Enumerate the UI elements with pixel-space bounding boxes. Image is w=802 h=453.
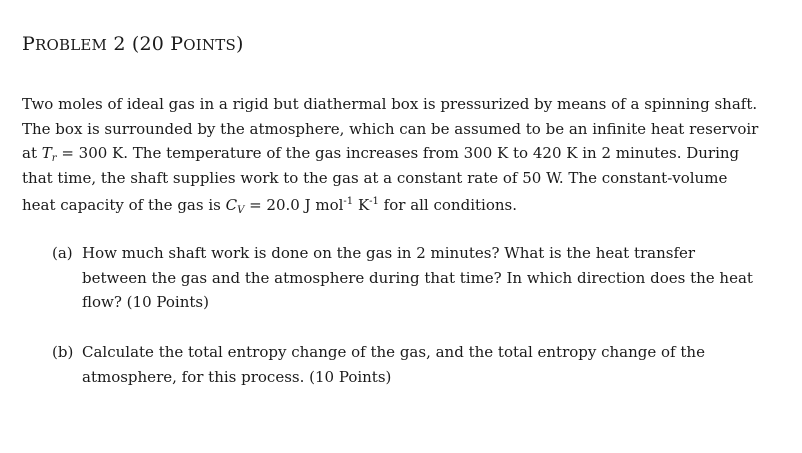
part-b-line-1: Calculate the total entropy change of the gas, and the total entropy change of the (82, 343, 705, 361)
statement-line-2: The box is surrounded by the atmosphere, which can be assumed to be an infinite heat reservoir (22, 119, 759, 138)
heading-word-rest: ROBLEM (34, 36, 108, 54)
part-a-line-3: flow? (10 Points) (82, 293, 209, 312)
kelvin-unit: K (353, 196, 370, 215)
kelvin-exponent: -1 (369, 196, 379, 208)
heading-points-rest: OINTS (183, 36, 236, 54)
statement-line-5-prefix: heat capacity of the gas is (22, 196, 226, 215)
heat-capacity-symbol: C (225, 196, 238, 215)
heading-word-initial: P (22, 33, 35, 55)
part-b-line-2: atmosphere, for this process. (10 Points) (82, 367, 392, 386)
part-a-line-1: How much shaft work is done on the gas in 2 minutes? What is the heat transfer (82, 244, 696, 262)
part-a-text (82, 241, 772, 315)
statement-line-3-prefix: at (22, 144, 42, 163)
mol-exponent: -1 (343, 196, 354, 208)
statement-line-5 (22, 190, 782, 215)
reservoir-temperature-symbol: T (41, 144, 52, 163)
statement-line-1: Two moles of ideal gas in a rigid but diathermal box is pressurized by means of a spinning shaft. (22, 95, 758, 113)
part-a-line-2: between the gas and the atmosphere during that time? In which direction does the heat (82, 268, 753, 287)
statement-line-5-suffix: for all conditions. (378, 196, 517, 215)
problem-statement (22, 92, 782, 215)
part-b-text (82, 340, 772, 389)
reservoir-temperature-subscript: r (51, 153, 57, 165)
heading-points-open: (20 P (131, 33, 184, 55)
part-a-label: (a) (52, 244, 73, 262)
heading-number: 2 (113, 33, 126, 55)
heading-points-close: ) (235, 33, 244, 55)
problem-heading (22, 32, 244, 57)
part-b-label: (b) (52, 343, 74, 361)
heat-capacity-subscript: V (237, 205, 245, 217)
part-a (52, 241, 772, 315)
heat-capacity-value: = 20.0 J mol (244, 196, 344, 215)
statement-line-3 (22, 141, 782, 166)
statement-line-4: that time, the shaft supplies work to the gas at a constant rate of 50 W. The constant-volume (22, 168, 728, 187)
part-b (52, 340, 772, 389)
statement-line-3-text: = 300 K. The temperature of the gas increases from 300 K to 420 K in 2 minutes. During (56, 144, 740, 163)
